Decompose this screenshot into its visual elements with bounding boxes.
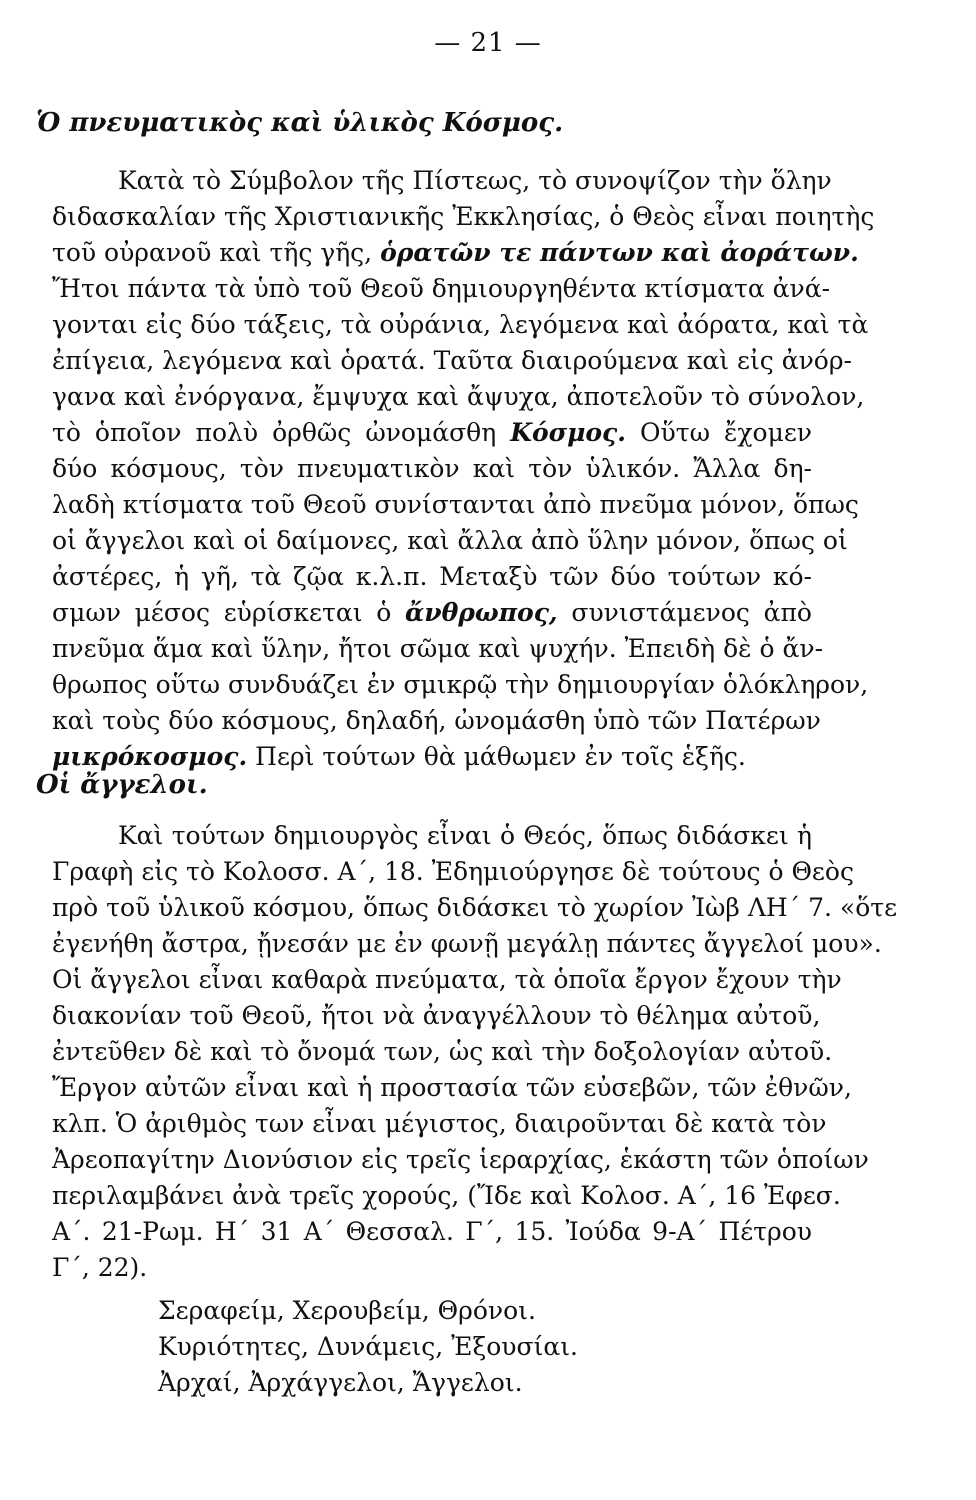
paragraph-line: Γραφὴ εἰς τὸ Κολοσσ. Α΄, 18. Ἐδημιούργησε δὲ τούτους ὁ Θεὸς	[52, 857, 854, 886]
emphasis-visible-invisible: ὁρατῶν τε πάντων καὶ ἀοράτων.	[380, 238, 859, 267]
paragraph-text: Περὶ τούτων θὰ μάθωμεν ἐν τοῖς ἑξῆς.	[255, 742, 746, 771]
paragraph-line: κλπ. Ὁ ἀριθμὸς των εἶναι μέγιστος, διαιροῦνται δὲ κατὰ τὸν	[52, 1109, 827, 1138]
paragraph-line: ἀστέρες, ἡ γῆ, τὰ ζῷα κ.λ.π. Μεταξὺ τῶν δύο τούτων κό-	[52, 562, 812, 591]
paragraph-line	[52, 417, 812, 449]
paragraph-line	[52, 597, 812, 629]
paragraph-line: διακονίαν τοῦ Θεοῦ, ἤτοι νὰ ἀναγγέλλουν τὸ θέλημα αὐτοῦ,	[52, 1001, 821, 1030]
paragraph-line: γανα καὶ ἐνόργανα, ἔμψυχα καὶ ἄψυχα, ἀποτελοῦν τὸ σύνολον,	[52, 382, 865, 411]
paragraph-line: Ἀρεοπαγίτην Διονύσιον εἰς τρεῖς ἱεραρχίας, ἑκάστη τῶν ὁποίων	[52, 1145, 869, 1174]
paragraph-line: Α΄. 21-Ρωμ. Η΄ 31 Α΄ Θεσσαλ. Γ΄, 15. Ἰούδα 9-Α΄ Πέτρου	[52, 1217, 812, 1246]
page-number: — 21 —	[434, 28, 542, 58]
paragraph-text: σμων μέσος εὑρίσκεται ὁ	[52, 598, 392, 627]
emphasis-mikrokosmos: μικρόκοσμος.	[52, 742, 248, 771]
paragraph-line: θρωπος οὕτω συνδυάζει ἐν σμικρῷ τὴν δημιουργίαν ὁλόκληρον,	[52, 670, 869, 699]
paragraph-line: δύο κόσμους, τὸν πνευματικὸν καὶ τὸν ὑλικόν. Ἄλλα δη-	[52, 454, 812, 483]
paragraph-line: οἱ ἄγγελοι καὶ οἱ δαίμονες, καὶ ἄλλα ἀπὸ ὕλην μόνον, ὅπως οἱ	[52, 526, 848, 555]
paragraph-line: περιλαμβάνει ἀνὰ τρεῖς χορούς, (Ἴδε καὶ Κολοσ. Α΄, 16 Ἐφεσ.	[52, 1181, 841, 1210]
section-title-angels: Οἱ ἄγγελοι.	[36, 770, 208, 800]
paragraph-line: ἐπίγεια, λεγόμενα καὶ ὁρατά. Ταῦτα διαιρούμενα καὶ εἰς ἀνόρ-	[52, 346, 852, 375]
paragraph-line: Καὶ τούτων δημιουργὸς εἶναι ὁ Θεός, ὅπως διδάσκει ἡ	[118, 821, 812, 850]
paragraph-text: συνιστάμενος ἀπὸ	[571, 598, 812, 627]
paragraph-line: Γ΄, 22).	[52, 1253, 148, 1282]
paragraph-line: διδασκαλίαν τῆς Χριστιανικῆς Ἐκκλησίας, ὁ Θεὸς εἶναι ποιητὴς	[52, 202, 875, 231]
paragraph-line: ἐγενήθη ἄστρα, ᾔνεσάν με ἐν φωνῇ μεγάλῃ πάντες ἄγγελοί μου».	[52, 929, 882, 958]
paragraph-line: πνεῦμα ἅμα καὶ ὕλην, ἤτοι σῶμα καὶ ψυχήν. Ἐπειδὴ δὲ ὁ ἄν-	[52, 634, 824, 663]
paragraph-line: Οἱ ἄγγελοι εἶναι καθαρὰ πνεύματα, τὰ ὁποῖα ἔργον ἔχουν τὴν	[52, 965, 842, 994]
hierarchy-line-1: Σεραφείμ, Χερουβείμ, Θρόνοι.	[158, 1296, 536, 1325]
paragraph-line: καὶ τοὺς δύο κόσμους, δηλαδή, ὠνομάσθη ὑπὸ τῶν Πατέρων	[52, 706, 821, 735]
paragraph-line: Ἔργον αὐτῶν εἶναι καὶ ἡ προστασία τῶν εὐσεβῶν, τῶν ἐθνῶν,	[52, 1073, 852, 1102]
emphasis-kosmos: Κόσμος.	[510, 418, 626, 447]
emphasis-anthropos: ἄνθρωπος,	[405, 598, 558, 627]
paragraph-text: τὸ ὁποῖον πολὺ ὀρθῶς ὠνομάσθη	[52, 418, 497, 447]
paragraph-line: ἐντεῦθεν δὲ καὶ τὸ ὄνομά των, ὡς καὶ τὴν δοξολογίαν αὐτοῦ.	[52, 1037, 833, 1066]
paragraph-line: πρὸ τοῦ ὑλικοῦ κόσμου, ὅπως διδάσκει τὸ χωρίον Ἰὼβ ΛΗ΄ 7. «ὅτε	[52, 893, 898, 922]
paragraph-line	[52, 237, 859, 269]
paragraph-line: γονται εἰς δύο τάξεις, τὰ οὐράνια, λεγόμενα καὶ ἀόρατα, καὶ τὰ	[52, 310, 869, 339]
hierarchy-line-2: Κυριότητες, Δυνάμεις, Ἐξουσίαι.	[158, 1332, 578, 1361]
section-title-world: Ὁ πνευματικὸς καὶ ὑλικὸς Κόσμος.	[36, 108, 564, 138]
paragraph-text: τοῦ οὐρανοῦ καὶ τῆς γῆς,	[52, 238, 373, 267]
paragraph-line: Ἤτοι πάντα τὰ ὑπὸ τοῦ Θεοῦ δημιουργηθέντα κτίσματα ἀνά-	[52, 274, 831, 303]
paragraph-line: Κατὰ τὸ Σύμβολον τῆς Πίστεως, τὸ συνοψίζον τὴν ὅλην	[118, 166, 832, 195]
paragraph-line	[52, 741, 812, 773]
paragraph-line: λαδὴ κτίσματα τοῦ Θεοῦ συνίστανται ἀπὸ πνεῦμα μόνον, ὅπως	[52, 490, 859, 519]
paragraph-text: Οὕτω ἔχομεν	[640, 418, 813, 447]
hierarchy-line-3: Ἀρχαί, Ἀρχάγγελοι, Ἄγγελοι.	[158, 1368, 523, 1397]
